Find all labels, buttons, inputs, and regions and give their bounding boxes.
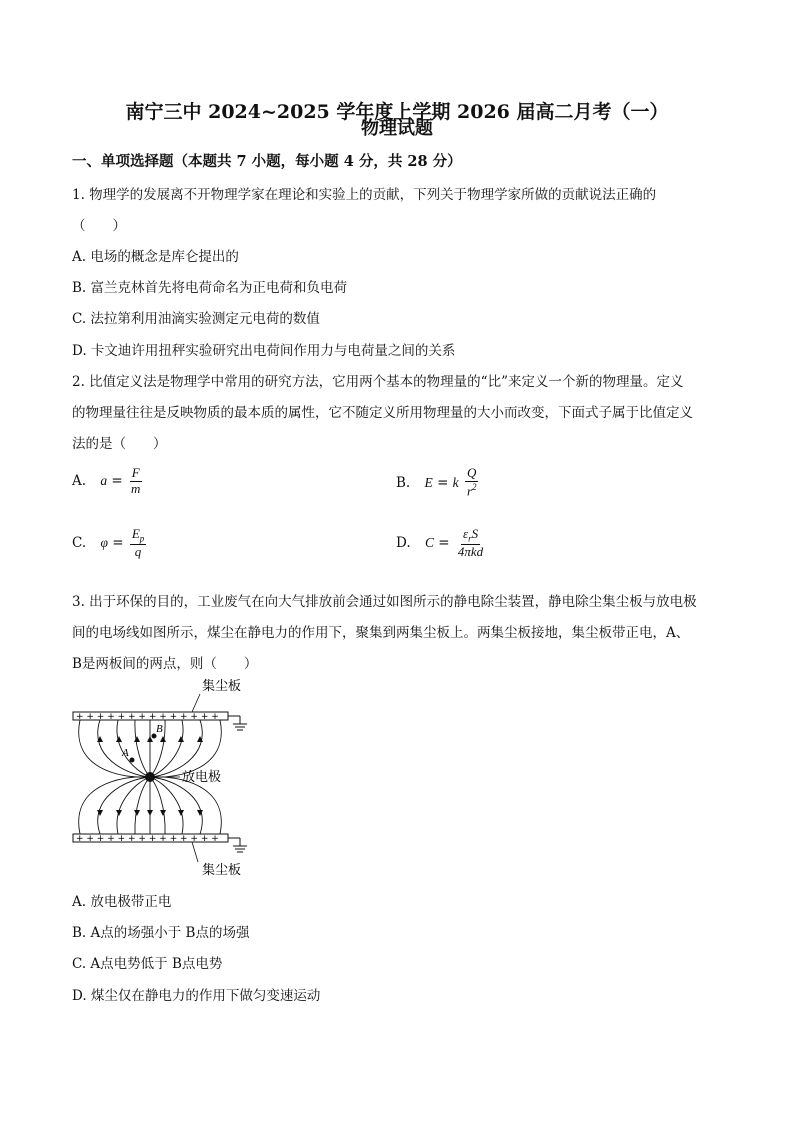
top-plate-charges: + + + + + + + + + + + + + + (76, 712, 219, 722)
field-line (79, 777, 150, 834)
arrowhead (147, 810, 153, 816)
top-plate-label: 集尘板 (202, 679, 242, 694)
q3-stem-line1: 3. 出于环保的目的，工业废气在向大气排放前会通过如图所示的静电除尘装置，静电除尘集尘板与放电极 (72, 594, 697, 610)
bottom-plate-charges: + + + + + + + + + + + + + + (76, 834, 219, 844)
discharge-electrode (145, 772, 155, 782)
q3-option-d: D. 煤尘仅在静电力的作用下做匀变速运动 (72, 988, 321, 1004)
arrowhead (134, 810, 140, 816)
field-line (150, 777, 165, 834)
q2-option-d: D. C = $\frac{\varepsilon_rS}{\text{4πkd}}$ (396, 526, 484, 559)
q1-option-a: A. 电场的概念是库仑提出的 (72, 249, 239, 265)
q3-option-a: A. 放电极带正电 (72, 894, 172, 910)
q1-option-d: D. 卡文迪许用扭秤实验研究出电荷间作用力与电荷量之间的关系 (72, 343, 456, 359)
exam-title: 南宁三中 2024~2025 学年度上学期 2026 届高二月考（一） (125, 101, 669, 123)
q2-stem-line3: 法的是（ ） (72, 436, 167, 452)
q2-stem-line2: 的物理量往往是反映物质的最本质的属性，它不随定义所用物理量的大小而改变，下面式子属于比值定义 (72, 405, 693, 421)
q2-option-b: B. E = k $\frac{Q}{r^2}$ (396, 465, 477, 499)
arrowhead (178, 736, 184, 742)
field-line (98, 777, 150, 834)
bottom-plate-leader (192, 842, 198, 862)
arrowhead (178, 810, 184, 816)
top-plate-leader (192, 694, 200, 712)
exam-subtitle: 物理试题 (361, 118, 433, 139)
diagram-svg (60, 676, 260, 886)
arrowhead (160, 736, 166, 742)
q3-option-b: B. A点的场强小于 B点的场强 (72, 925, 250, 941)
section-heading: 一、单项选择题（本题共 7 小题，每小题 4 分，共 28 分） (72, 153, 462, 170)
field-line (135, 720, 150, 777)
arrowhead (160, 810, 166, 816)
point-b-label: B (156, 723, 163, 735)
q1-option-b: B. 富兰克林首先将电荷命名为正电荷和负电荷 (72, 280, 348, 296)
q3-stem-line2: 间的电场线如图所示，煤尘在静电力的作用下，聚集到两集尘板上。两集尘板接地，集尘板带正电，A、 (72, 625, 690, 641)
field-lines-top (79, 720, 222, 777)
electrode-label: 放电极 (182, 770, 222, 785)
field-line (135, 777, 150, 834)
q1-stem-line1: 1. 物理学的发展离不开物理学家在理论和实验上的贡献，下列关于物理学家所做的贡献说法正确的 (72, 187, 657, 203)
arrowhead (134, 736, 140, 742)
q3-option-c: C. A点电势低于 B点电势 (72, 956, 223, 972)
field-line (79, 720, 150, 777)
bottom-plate-label: 集尘板 (202, 863, 242, 878)
q2-option-c: C. φ = $\frac{E_p}{q}$ (72, 526, 145, 559)
arrowhead (116, 810, 122, 816)
field-line (150, 777, 221, 834)
arrowhead (116, 736, 122, 742)
point-a-label: A (122, 747, 129, 759)
electrostatic-precipitator-diagram (60, 676, 260, 886)
q1-stem-line2: （ ） (72, 218, 126, 234)
q1-option-c: C. 法拉第利用油滴实验测定元电荷的数值 (72, 311, 320, 327)
field-lines-bottom (79, 777, 222, 834)
q3-stem-line3: B是两板间的两点，则（ ） (72, 656, 258, 672)
q2-stem-line1: 2. 比值定义法是物理学中常用的研究方法，它用两个基本的物理量的“比”来定义一个新的物理量。定义 (72, 374, 684, 390)
q2-option-a: A. a = $\frac{F}{m}$ (72, 465, 141, 496)
point-a-dot (130, 758, 135, 763)
field-line (150, 777, 202, 834)
